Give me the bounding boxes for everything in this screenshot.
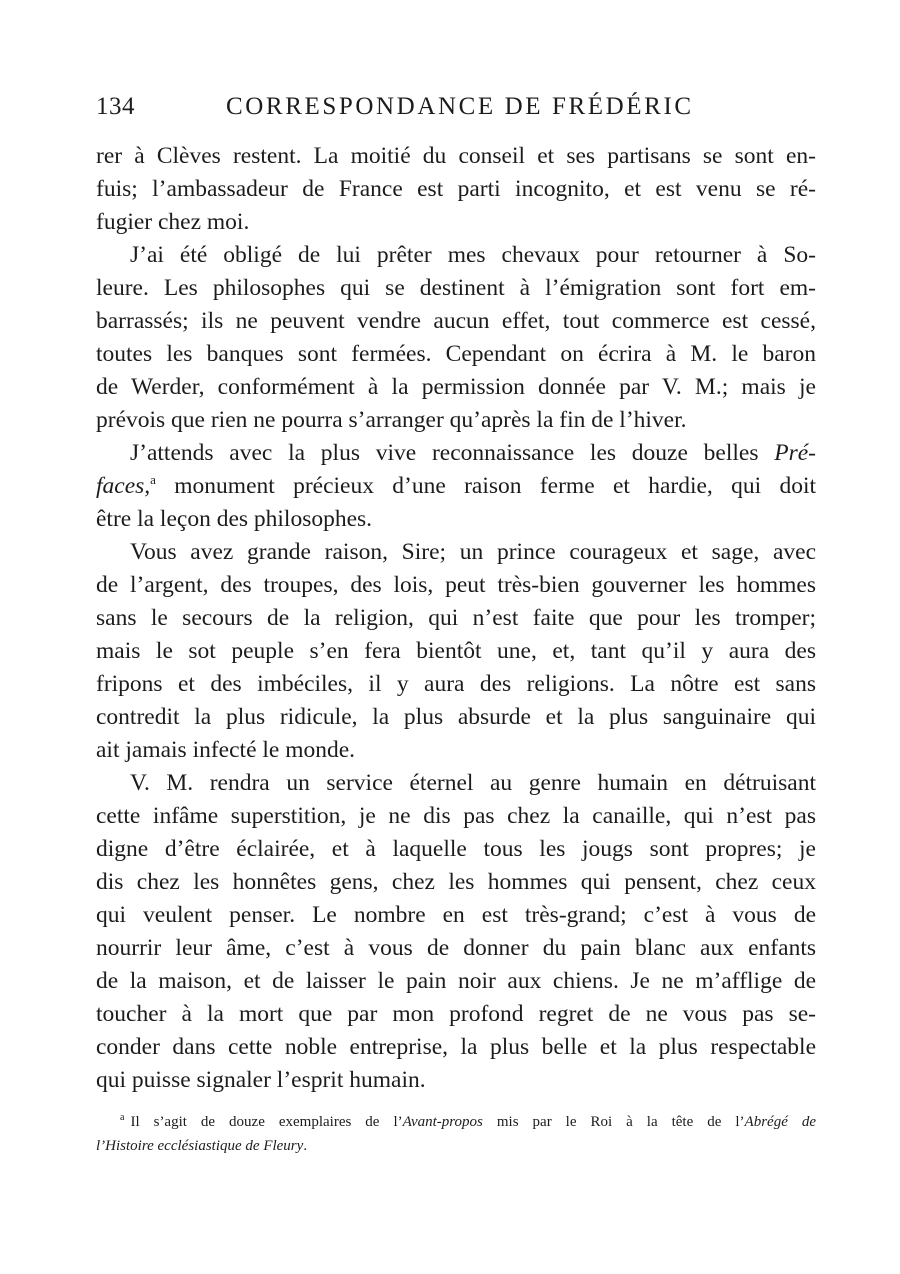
text-line-with-note (96, 470, 816, 503)
text-line: toucher à la mort que par mon profond regret de ne vous pas se- (96, 1001, 816, 1027)
footnote-reference: a (150, 472, 156, 487)
text-line: toutes les banques sont fermées. Cependant on écrira à M. le baron (96, 341, 816, 367)
footnote-line (96, 1134, 816, 1158)
text-line: J’ai été obligé de lui prêter mes chevaux pour retourner à So- (130, 242, 816, 268)
text-line: sans le secours de la religion, qui n’est faite que pour les tromper; (96, 605, 816, 631)
paragraph-4 (96, 536, 816, 767)
text-line: mais le sot peuple s’en fera bientôt une, et, tant qu’il y aura des (96, 638, 816, 664)
page-number: 134 (96, 93, 135, 120)
text-line: de l’argent, des troupes, des lois, peut très-bien gouverner les hommes (96, 572, 816, 598)
text-line: fuis; l’ambassadeur de France est parti incognito, et est venu se ré- (96, 176, 816, 202)
text-line: qui puisse signaler l’esprit humain. (96, 1067, 426, 1093)
text-line: de Werder, conformément à la permission donnée par V. M.; mais je (96, 374, 816, 400)
text-line: Vous avez grande raison, Sire; un prince courageux et sage, avec (130, 539, 816, 565)
text-line: leure. Les philosophes qui se destinent à l’émigration sont fort em- (96, 275, 816, 301)
paragraph-1 (96, 140, 816, 239)
footnote-mark: a (120, 1112, 125, 1123)
body-text (96, 140, 816, 1097)
text-line: fripons et des imbéciles, il y aura des religions. La nôtre est sans (96, 671, 816, 697)
footnote-text: . (303, 1138, 308, 1154)
text-line: nourrir leur âme, c’est à vous de donner du pain blanc aux enfants (96, 935, 816, 961)
text-line: contredit la plus ridicule, la plus absurde et la plus sanguinaire qui (96, 704, 816, 730)
running-title: CORRESPONDANCE DE FRÉDÉRIC (226, 93, 694, 120)
footnote-text: mis par le Roi à la tête de l’ (482, 1114, 745, 1130)
paragraph-2 (96, 239, 816, 437)
footnote-italic: l’Histoire ecclésiastique de Fleury (96, 1138, 304, 1154)
footnote (96, 1110, 816, 1158)
footnote-italic: Avant-propos (402, 1114, 483, 1130)
paragraph-3 (96, 437, 816, 536)
text-line: conder dans cette noble entreprise, la plus belle et la plus respectable (96, 1034, 816, 1060)
running-head (96, 93, 816, 125)
text-line: rer à Clèves restent. La moitié du conseil et ses partisans se sont en- (96, 143, 816, 169)
footnote-line (96, 1110, 816, 1134)
text-line: V. M. rendra un service éternel au genre humain en détruisant (130, 770, 816, 796)
text-line-with-italic (96, 437, 816, 470)
text-line: prévois que rien ne pourra s’arranger qu’après la fin de l’hiver. (96, 407, 687, 433)
italic-word: Pré- (774, 440, 817, 466)
italic-word: faces, (96, 473, 151, 499)
text-line: barrassés; ils ne peuvent vendre aucun effet, tout commerce est cessé, (96, 308, 816, 334)
text-run: J’attends avec la plus vive reconnaissance les douze belles (130, 440, 759, 466)
text-line: qui veulent penser. Le nombre en est très-grand; c’est à vous de (96, 902, 816, 928)
text-line: digne d’être éclairée, et à laquelle tous les jougs sont propres; je (96, 836, 816, 862)
text-line: dis chez les honnêtes gens, chez les hommes qui pensent, chez ceux (96, 869, 816, 895)
text-line: cette infâme superstition, je ne dis pas chez la canaille, qui n’est pas (96, 803, 816, 829)
text-line: de la maison, et de laisser le pain noir aux chiens. Je ne m’afflige de (96, 968, 816, 994)
text-line: ait jamais infecté le monde. (96, 737, 356, 763)
footnote-text: Il s’agit de douze exemplaires de l’ (130, 1114, 403, 1130)
text-run: monument précieux d’une raison ferme et hardie, qui doit (174, 473, 817, 499)
text-line: fugier chez moi. (96, 209, 250, 235)
text-line: être la leçon des philosophes. (96, 506, 373, 532)
footnote-italic: Abrégé de (744, 1114, 816, 1130)
paragraph-5 (96, 767, 816, 1097)
